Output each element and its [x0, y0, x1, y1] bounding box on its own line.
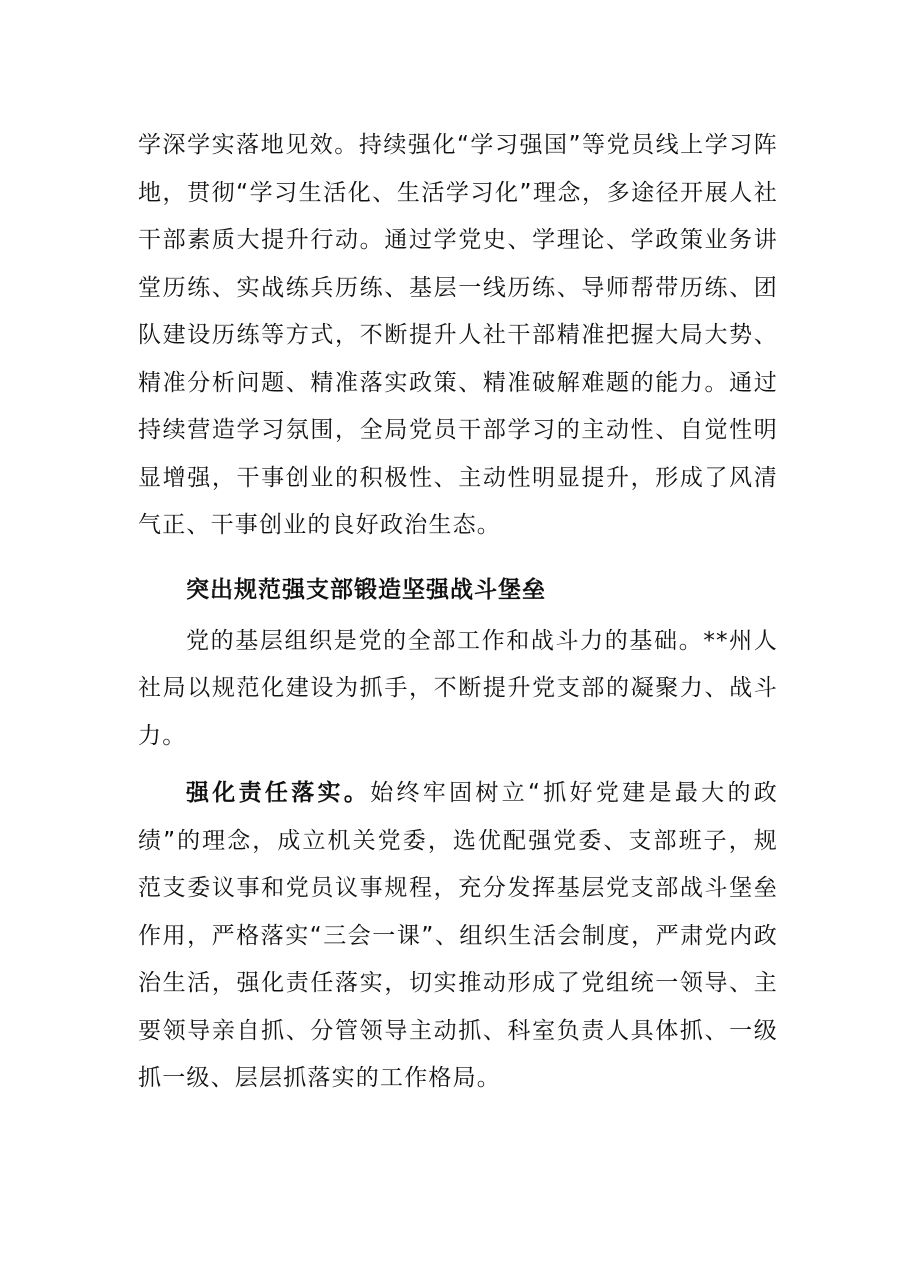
- paragraph-continuation: 学深学实落地见效。持续强化“学习强国”等党员线上学习阵地，贯彻“学习生活化、生活学习化”理念，多途径开展人社干部素质大提升行动。通过学党史、学理论、学政策业务讲堂历练、实战练兵历练、基层一线历练、导师帮带历练、团队建设历练等方式，不断提升人社干部精准把握大局大势、精准分析问题、精准落实政策、精准破解难题的能力。通过持续营造学习氛围，全局党员干部学习的主动性、自觉性明显增强，干事创业的积极性、主动性明显提升，形成了风清气正、干事创业的良好政治生态。: [138, 132, 778, 538]
- spacer: [138, 760, 778, 770]
- paragraph-body-text: 始终牢固树立“抓好党建是最大的政绩”的理念，成立机关党委，选优配强党委、支部班子，规范支委议事和党员议事规程，充分发挥基层党支部战斗堡垒作用，严格落实“三会一课”、组织生活会制度，严肃党内政治生活，强化责任落实，切实推动形成了党组统一领导、主要领导亲自抓、分管领导主动抓、科室负责人具体抓、一级抓一级、层层抓落实的工作格局。: [138, 780, 778, 1091]
- section-heading: 突出规范强支部锻造坚强战斗堡垒: [186, 576, 546, 603]
- paragraph-lead-phrase: 强化责任落实。: [186, 780, 371, 806]
- paragraph-intro: 党的基层组织是党的全部工作和战斗力的基础。**州人社局以规范化建设为抓手，不断提升党支部的凝聚力、战斗力。: [138, 627, 778, 749]
- document-body: [138, 122, 778, 1103]
- spacer: [138, 550, 778, 560]
- paragraph-responsibility: [138, 770, 778, 1103]
